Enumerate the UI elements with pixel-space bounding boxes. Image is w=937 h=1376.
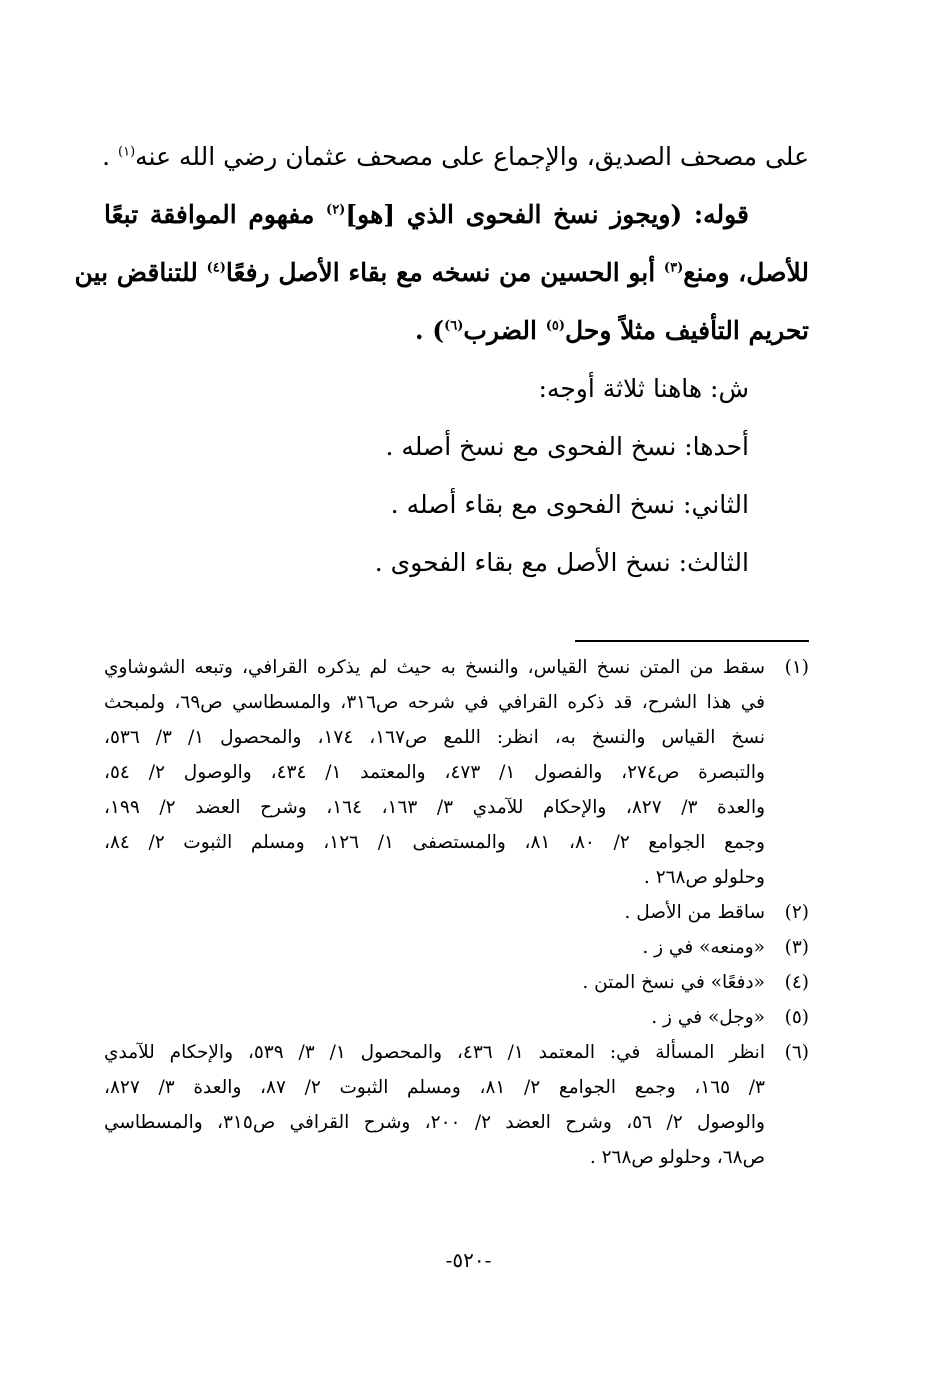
footnote-ref[interactable]: (١) <box>118 144 136 160</box>
quote-line: قوله: (ويجوز نسخ الفحوى الذي [هو]$^{(٢)}$ مفهوم الموافقة تبعًا <box>104 200 750 229</box>
quote-line: للأصل، ومنع$^{(٣)}$ أبو الحسين من نسخه مع بقاء الأصل رفعًا$^{(٤)}$ للتناقض بين <box>74 258 809 287</box>
footnote-6: (٦) انظر المسألة في: المعتمد ١/ ٤٣٦، والمحصول ١/ ٣/ ٥٣٩، والإحكام للآمدي ٣/ ١٦٥، وجمع الجوامع ٢/ ٨١، ومسلم الثبوت ٢/ ٨٧، والعدة ٣/ ٨٢٧، والوصول ٢/ ٥٦، وشرح العضد ٢/ ٢٠٠، وشرح القرافي ص٣١٥، والمسطاسي ص٦٨، وحلولو ص٢٦٨ . <box>104 1035 809 1175</box>
footnote-ref[interactable]: (٤) <box>206 260 226 276</box>
quote-line: تحريم التأفيف مثلاً وحل$^{(٥)}$ الضرب$^{(٦)}$) . <box>414 316 809 345</box>
footnote-ref[interactable]: (٥) <box>545 318 565 334</box>
footnote-number: (٦) <box>784 1042 809 1063</box>
main-text <box>74 128 809 592</box>
aspect-two: الثاني: نسخ الفحوى مع بقاء أصله . <box>390 490 749 519</box>
paragraph-line: على مصحف الصديق، والإجماع على مصحف عثمان رضي الله عنه$^{(١)}$ . <box>102 142 809 171</box>
commentary-heading: ش: هاهنا ثلاثة أوجه: <box>538 374 749 403</box>
footnote-5: (٥) «وجل» في ز . <box>104 1000 809 1035</box>
page-number: -٥٢٠- <box>445 1248 492 1272</box>
footnote-1: (١) سقط من المتن نسخ القياس، والنسخ به حيث لم يذكره القرافي، وتبعه الشوشاوي في هذا الشرح، قد ذكره القرافي في شرحه ص٣١٦، والمسطاسي ص٦٩، ولمبحث نسخ القياس والنسخ به، انظر: اللمع ص١٦٧، ١٧٤، والمحصول ١/ ٣/ ٥٣٦، والتبصرة ص٢٧٤، والفصول ١/ ٤٧٣، والمعتمد ١/ ٤٣٤، والوصول ٢/ ٥٤، والعدة ٣/ ٨٢٧، والإحكام للآمدي ٣/ ١٦٣، ١٦٤، وشرح العضد ٢/ ١٩٩، وجمع الجوامع ٢/ ٨٠، ٨١، والمستصفى ١/ ١٢٦، ومسلم الثبوت ٢/ ٨٤، وحلولو ص٢٦٨ . <box>104 650 809 895</box>
footnote-number: (١) <box>784 657 809 678</box>
footnote-number: (٢) <box>784 902 809 923</box>
footnote-ref[interactable]: (٢) <box>326 202 346 218</box>
aspect-three: الثالث: نسخ الأصل مع بقاء الفحوى . <box>374 548 749 577</box>
footnote-ref[interactable]: (٦) <box>444 318 464 334</box>
aspect-one: أحدها: نسخ الفحوى مع نسخ أصله . <box>385 432 749 461</box>
footnote-number: (٤) <box>784 972 809 993</box>
footnote-separator <box>575 640 809 642</box>
footnote-number: (٣) <box>784 937 809 958</box>
footnotes <box>104 650 809 1175</box>
footnote-number: (٥) <box>784 1007 809 1028</box>
footnote-2: (٢) ساقط من الأصل . <box>104 895 809 930</box>
footnote-ref[interactable]: (٣) <box>663 260 684 276</box>
footnote-3: (٣) «ومنعه» في ز . <box>104 930 809 965</box>
footnote-4: (٤) «دفعًا» في نسخ المتن . <box>104 965 809 1000</box>
